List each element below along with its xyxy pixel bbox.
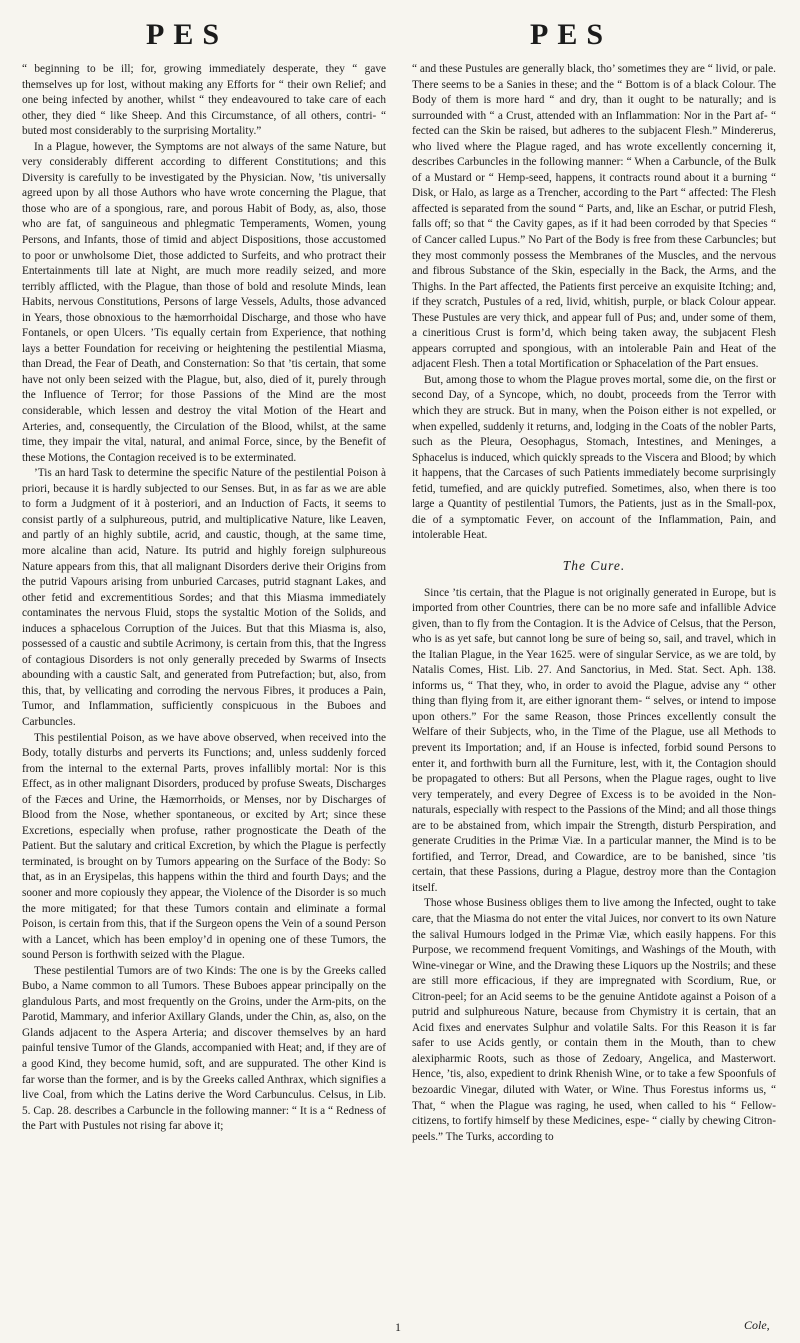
paragraph: Since ’tis certain, that the Plague is not originally generated in Europe, but is imported from other Countries, there can be no more safe and infallible Advice given, than to fly from the Contagion. It is the Advice of Celsus, that the Person, who is as yet safe, but cannot long be sure of being so, sail, and travel, which in the Italian Plague, in the Year 1625. were of singular Service, as we are told, by Natalis Comes, Hist. Lib. 27. And Sanctorius, in Med. Stat. Sect. Aph. 138. informs us, “ That they, who, in order to avoid the Plague, advise any “ other thing than flying from it, are either ignorant them- “ selves, or intend to impose upon others.” For the same Reason, those Princes excellently consult the Welfare of their Subjects, who, in the Time of the Plague, use all Methods to prevent its Importation; and, if an House is infected, forbid sound Persons to enter it, and forthwith burn all the Furniture, lest, with it, the Contagion should be propagated to others: But all Persons, when the Plague rages, ought to live very temperately, and every Degree of Excess is to be avoided in the Non-naturals, especially with respect to the Passions of the Mind; and all those things are to be abstained from, which impair the Strength, disturb Perspiration, and generate Crudities in the Primæ Viæ. In a particular manner, the Mind is to be fortified, and Terror, Dread, and Cowardice, are to be banished, since ’tis certain, that these Passions, during a Plague, destroy more than the Contagion itself.: [412, 586, 776, 894]
paragraph: “ and these Pustules are generally black, tho’ sometimes they are “ livid, or pale. There seems to be a Sanies in these; and the “ Bottom is of a black Colour. The Body of them is more hard “ and dry, than it ought to be naturally; and is surrounded with “ a Crust, attended with an Inflammation: Nor in the Part af- “ fected can the Skin be raised, but adheres to the subjacent Flesh.” Mindererus, who lived where the Plague raged, and has wrote excellently concerning it, describes Carbuncles in the following manner: “ When a Carbuncle, of the Bulk of a Mustard or “ Hemp-seed, happens, it contracts round about it a burning “ Disk, or Halo, as large as a Trencher, according to the Part “ affected: The Flesh affected is separated from the sound “ Parts, and, like an Eschar, or putrid Flesh, falls off; so that “ the Cavity gapes, as if it had been corroded by that Species “ of Cancer called Lupus.” No Part of the Body is free from these Carbuncles; but they most commonly possess the Membranes of the Muscles, and the nervous and fibrous Substance of the Skin, especially in the Back, the Arms, and the Thighs. In the Part affected, the Patients first perceive an exquisite Itching; and, if they scratch, Pustules of a red, livid, whitish, purple, or black Colour appear. These Pustules are very thick, and appear full of Pus; and, under some of them, a cineritious Crust is form’d, which being taken away, the subjacent Flesh appears corrupted and spongious, with an intolerable Pain and Heat of the adjacent Flesh. Then a total Mortification or Sphacelation of the Part ensues.: [412, 63, 776, 371]
left-column: [22, 62, 386, 1324]
page-number: 1: [395, 1320, 401, 1334]
paragraph: But, among those to whom the Plague proves mortal, some die, on the first or second Day, of a Syncope, which, no doubt, proceeds from the Terror with which they are struck. But in many, when the Poison either is not expelled, or when expelled, suddenly it returns, and, lodging in the Coats of the nobler Parts, such as the Pleura, Oesophagus, Stomach, Intestines, and Meninges, a Sphacelus is induced, which quickly spreads to the Viscera and Blood; by which it happens, that the Carcases of such Patients immediately become surprisingly fetid, tumefied, and are quickly putrefied. Sometimes, also, when there is too large a Quantity of pestilential Tumors, the Patients, just as in the Small-pox, die of a symptomatic Fever, on account of the Inflammation, Pain, and intolerable Heat.: [412, 373, 776, 542]
paragraph: “ beginning to be ill; for, growing immediately desperate, they “ gave themselves up for lost, without making any Efforts for “ their own Relief; and one being infected by another, whilst “ they endeavoured to take care of each other, they died “ like Sheep. And this Circumstance, of all others, contri- “ buted most considerably to the surprising Mortality.”: [22, 63, 386, 138]
paragraph: These pestilential Tumors are of two Kinds: The one is by the Greeks called Bubo, a Name common to all Tumors. These Buboes appear principally on the glandulous Parts, and most frequently on the Groins, under the Arm-pits, on the Parotid, Mammary, and inferior Axillary Glands, under the Chin, as, also, on the Glands adjacent to the Aspera Arteria; and discover themselves by an hard painful tensive Tumor of the Glands, accompanied with Heat; and, if they are of a good Kind, they become humid, soft, and are suppurated. The other Kind is far worse than the former, and is by the Greeks called Anthrax, which signifies a live Coal, from which the Latins derive the Word Carbunculus. Celsus, in Lib. 5. Cap. 28. describes a Carbuncle in the following manner: “ It is a “ Redness of the Part with Pustules not rising far above it;: [22, 964, 386, 1133]
paragraph: This pestilential Poison, as we have above observed, when received into the Body, totally disturbs and perverts its Functions; and, unless suddenly forced from the internal to the external Parts, proves infallibly mortal: Nor is this Effect, as in other malignant Disorders, produced by profuse Sweats, Discharges of the Fæces and Urine, the Hæmorrhoids, or Menses, nor by Discharges of Blood from the Nose, whether spontaneous, or excited by Art; since these Excretions, especially when profuse, rather prognosticate the Death of the Patient. But the salutary and critical Excretion, by which the Plague is perfectly terminated, is brought on by Tumors appearing on the Surface of the Body: So that, as in an Erysipelas, this happens within the third and fourth Days; and the sooner and more copiously they appear, the Violence of the Disorder is so much the more mitigated; for that these Tumors contain and eliminate a formal Poison, is certain from this, that if the Surgeon opens the Vein of a sound Person with a Lancet, which has been employ’d in opening one of these Tumors, the sound Person is forthwith seized with the Plague.: [22, 731, 386, 962]
running-head-right: PES: [530, 18, 613, 51]
section-heading: The Cure.: [562, 557, 626, 573]
right-column: [412, 62, 776, 1324]
paragraph: In a Plague, however, the Symptoms are not always of the same Nature, but very considerably different according to different Constitutions; and this Diversity is carefully to be investigated by the Physician. Now, ’tis universally agreed upon by all those Authors who have wrote concerning the Plague, that those who are of a spongious, rare, and porous Habit of Body, as, also, those who are fat, of sanguineous and phlegmatic Temperaments, Women, young Persons, and Infants, those of timid and abject Dispositions, those accustomed to poor or unwholsome Diet, those addicted to Surfeits, and who protract their Entertainments till late at Night, are much more readily seized, and more terribly afflicted, with the Plague, than those of bold and resolute Minds, lean Habits, nervous Constitutions, Persons of large Vessels, Adults, those advanced in Years, those obnoxious to the hæmorrhoidal Discharge, and those who have Fontanels, or open Ulcers. ’Tis equally certain from Experience, that nothing lays a better Foundation for receiving or heightening the pestilential Miasma, than Dread, the Fear of Death, and Consternation: So that ’tis certain, that some have not only been seized with the Plague, but, also, died of it, purely through the Influence of Terror; for those Passions of the Mind are the most considerable, which lessen and destroy the vital Motion of the Heart and Arteries, and, consequently, the Circulation of the Blood, whilst, at the same time, they impair the vital, natural, and animal Force, since, by the Benefit of these Motions, the Contagion received is to be exterminated.: [22, 140, 386, 464]
catchword: Cole,: [744, 1318, 770, 1332]
running-head-left: PES: [146, 18, 229, 51]
paragraph: Those whose Business obliges them to live among the Infected, ought to take care, that the Miasma do not enter the vital Juices, nor convert to its own Nature the salival Humours lodged in the Primæ Viæ, which easily happens. For this Purpose, we recommend frequent Vomitings, and Washings of the Mouth, with Wine-vinegar or Wine, and the Drawing these Liquors up the Nostrils; and these are still more efficacious, if they are impregnated with Scordium, Rue, or Citron-peel; for an Acid seems to be the genuine Antidote against a Poison of a putrid and sulphureous Nature, because from Chymistry it is certain, that an Acid fixes and enervates Sulphur and volatile Salts. For this Reason it is far safer to use Acids gently, or contain them in the Mouth, than to chew alexipharmic Roots, such as those of Zedoary, Angelica, and Masterwort. Hence, ’tis, also, expedient to drink Rhenish Wine, or to take a few Spoonfuls of bezoardic Vinegar, diluted with Water, or Wine. Thus Forestus informs us, “ That, “ when the Plague was raging, he used, when called to his “ Fellow-citizens, to fortify himself by these Medicines, espe- “ cially by chewing Citron-peels.” The Turks, according to: [412, 897, 776, 1143]
paragraph: ’Tis an hard Task to determine the specific Nature of the pestilential Poison à priori, because it is hardly subjected to our Senses. But, in as far as we are able to form a Judgment of it à posteriori, and an Induction of Facts, it seems to consist partly of a sulphureous, putrid, and multiplicative Nature, like Leaven, and partly of an highly subtile, acrid, and caustic, though, at the same time, more alcaline than acid, Nature. Its putrid and highly foreign sulphureous Nature appears from this, that all malignant Disorders derive their Origins from the putrid Vapours arising from unburied Carcases, putrid stagnant Lakes, and other fetid and excrementitious Sordes; and that this Miasma immediately contaminates the nervous Fluid, stops the systaltic Motion of the Solids, and induces a sphacelous Corruption of the Juices. But that this Miasma is, also, possessed of a caustic and subtile Acrimony, is certain from this, that the Ingress of contagious Disorders is not only generally preceded by Swarms of Insects abounding with a caustic Salt, and generated from Putrefaction; but, also, from this, that, by vellicating and corroding the nervous Fibres, it produces a Pain, Tumor, and Inflammation, sufficiently conspicuous in the Buboes and Carbuncles.: [22, 467, 386, 728]
